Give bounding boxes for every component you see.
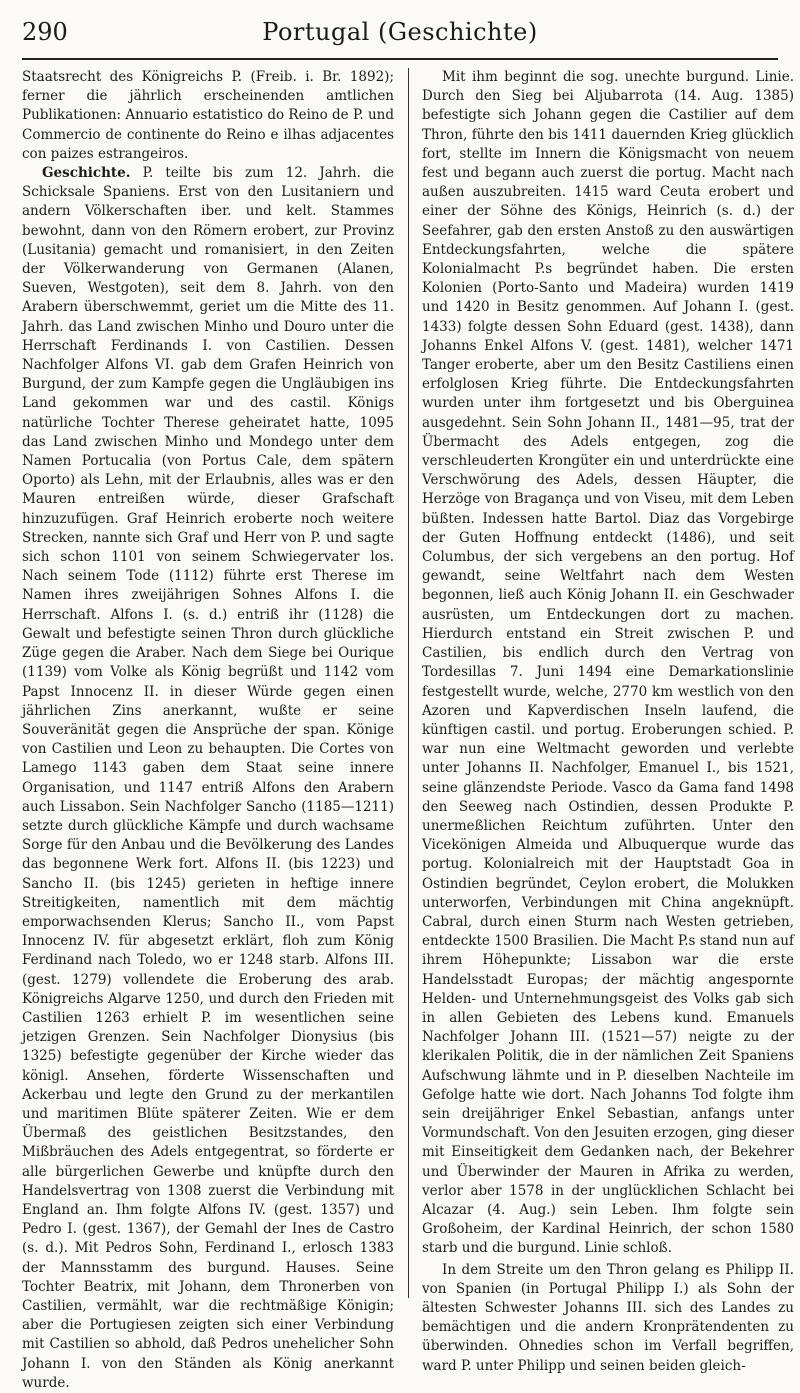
page-header	[22, 14, 778, 50]
left-column	[22, 68, 395, 1391]
section-title: Geschichte.	[42, 165, 131, 182]
header-rule	[22, 58, 778, 60]
history-text: P. teilte bis zum 12. Jahrh. die Schicksale Spaniens. Erst von den Lusitaniern und andern Völkerschaften iber. und kelt. Stammes bewohnt, dann von den Römern erobert, zur Provinz (Lusitania) gemacht und romanisiert, in den Zeiten der Völkerwanderung von Germanen (Alanen, Sueven, Westgoten), seit dem 8. Jahrh. von den Arabern überschwemmt, geriet um die Mitte des 11. Jahrh. das Land zwischen Minho und Douro unter die Herrschaft Ferdinands I. von Castilien. Dessen Nachfolger Alfons VI. gab dem Grafen Heinrich von Burgund, der zum Kampfe gegen die Ungläubigen ins Land gekommen war und des castil. Königs natürliche Tochter Therese geheiratet hatte, 1095 das Land zwischen Minho und Mondego unter dem Namen Portucalia (von Portus Cale, dem spätern Oporto) als Lehn, mit der Erlaubnis, alles was er den Mauren entreißen würde, dieser Grafschaft hinzuzufügen. Graf Heinrich eroberte noch weitere Strecken, nannte sich Graf und Herr von P. und sagte sich schon 1101 von seinem Schwiegervater los. Nach seinem Tode (1112) führte erst Therese im Namen ihres zweijährigen Sohnes Alfons I. die Herrschaft. Alfons I. (s. d.) entriß ihr (1128) die Gewalt und befestigte seinen Thron durch glückliche Züge gegen die Araber. Nach dem Siege bei Ourique (1139) vom Volke als König begrüßt und 1142 vom Papst Innocenz II. in dieser Würde gegen einen jährlichen Zins anerkannt, wußte er seine Souveränität gegen die Ansprüche der span. Könige von Castilien und Leon zu behaupten. Die Cortes von Lamego 1143 gaben dem Staat seine innere Organisation, und 1147 entriß Alfons den Arabern auch Lissabon. Sein Nachfolger Sancho (1185—1211) setzte durch glückliche Kämpfe und durch wachsame Sorge für den Anbau und die Bevölkerung des Landes das begonnene Werk fort. Alfons II. (bis 1223) und Sancho II. (bis 1245) gerieten in heftige innere Streitigkeiten, namentlich mit dem mächtig emporwachsenden Klerus; Sancho II., vom Papst Innocenz IV. für abgesetzt erklärt, floh zum König Ferdinand nach Toledo, wo er 1248 starb. Alfons III. (gest. 1279) vollendete die Eroberung des arab. Königreichs Algarve 1250, und durch den Frieden mit Castilien 1263 erhielt P. im wesentlichen seine jetzigen Grenzen. Sein Nachfolger Dionysius (bis 1325) befestigte gegenüber der Kirche wieder das königl. Ansehen, förderte Wissenschaften und Ackerbau und legte den Grund zu der merkantilen und maritimen Blüte späterer Zeiten. Wie er dem Übermaß des geistlichen Besitzstandes, den Mißbräuchen des Adels entgegentrat, so förderte er alle bürgerlichen Gewerbe und knüpfte durch den Handelsvertrag von 1308 zuerst die Verbindung mit England an. Ihm folgte Alfons IV. (gest. 1357) und Pedro I. (gest. 1367), der Gemahl der Ines de Castro (s. d.). Mit Pedros Sohn, Ferdinand I., erlosch 1383 der Mannsstamm des burgund. Hauses. Seine Tochter Beatrix, mit Johann, dem Thronerben von Castilien, vermählt, war die rechtmäßige Königin; aber die Portugiesen zeigten sich einer Verbindung mit Castilien so abhold, daß Pedros unehelicher Sohn Johann I. von den Ständen als König anerkannt wurde.	[22, 165, 395, 1391]
page-number: 290	[22, 18, 68, 46]
right-column	[422, 68, 794, 1374]
running-head: Portugal (Geschichte)	[262, 18, 538, 46]
spanish-rule-paragraph: In dem Streite um den Thron gelang es Philipp II. von Spanien (in Portugal Philipp I.) als Sohn der ältesten Schwester Johanns III. sich des Landes zu bemächtigen und die andern Kronprätendenten zu überwinden. Ohnedies schon im Verfall begriffen, ward P. unter Philipp und seinen beiden gleich-	[422, 1261, 794, 1374]
intro-paragraph: Staatsrecht des Königreichs P. (Freib. i. Br. 1892); ferner die jährlich erscheinenden amtlichen Publikationen: Annuario estatistico do Reino de P. und Commercio de continente do Reino e ilhas adjacentes con paizes estrangeiros.	[22, 69, 394, 162]
burgundian-line-paragraph: Mit ihm beginnt die sog. unechte burgund. Linie. Durch den Sieg bei Aljubarrota (14. Aug. 1385) befestigte sich Johann gegen die Castilier auf dem Thron, führte den bis 1411 dauernden Krieg glücklich fort, stellte im Innern die Königsmacht von neuem fest und begann auch zuerst die portug. Macht nach außen auszubreiten. 1415 ward Ceuta erobert und einer der Söhne des Königs, Heinrich (s. d.) der Seefahrer, gab den ersten Anstoß zu den auswärtigen Entdeckungsfahrten, welche die spätere Kolonialmacht P.s begründet haben. Die ersten Kolonien (Porto-Santo und Madeira) wurden 1419 und 1420 in Besitz genommen. Auf Johann I. (gest. 1433) folgte dessen Sohn Eduard (gest. 1438), dann Johanns Enkel Alfons V. (gest. 1481), welcher 1471 Tanger eroberte, aber um den Besitz Castiliens einen erfolglosen Krieg führte. Die Entdeckungsfahrten wurden unter ihm fortgesetzt und bis Oberguinea ausgedehnt. Sein Sohn Johann II., 1481—95, trat der Übermacht des Adels entgegen, zog die verschleuderten Krongüter ein und unterdrückte eine Verschwörung des Adels, dessen Häupter, die Herzöge von Bragança und von Viseu, mit dem Leben büßten. Indessen hatte Bartol. Diaz das Vorgebirge der Guten Hoffnung entdeckt (1486), und seit Columbus, der sich vergebens an den portug. Hof gewandt, seine Weltfahrt nach dem Westen begonnen, ließ auch König Johann II. ein Geschwader ausrüsten, um Entdeckungen dort zu machen. Hierdurch entstand ein Streit zwischen P. und Castilien, bis endlich durch den Vertrag von Tordesillas 7. Juni 1494 eine Demarkationslinie festgestellt wurde, welche, 2770 km westlich von den Azoren und Kapverdischen Inseln laufend, die künftigen castil. und portug. Eroberungen schied. P. war nun eine Weltmacht geworden und verlebte unter Johanns II. Nachfolger, Emanuel I., bis 1521, seine glänzendste Periode. Vasco da Gama fand 1498 den Seeweg nach Ostindien, dessen Produkte P. unermeßlichen Reichtum zuführten. Unter den Vicekönigen Almeida und Albuquerque wurde das portug. Kolonialreich mit der Hauptstadt Goa in Ostindien begründet, Ceylon erobert, die Molukken unterworfen, Verbindungen mit China angeknüpft. Cabral, durch einen Sturm nach Westen getrieben, entdeckte 1500 Brasilien. Die Macht P.s stand nun auf ihrem Höhepunkte; Lissabon war die erste Handelsstadt Europas; der mächtig angespornte Helden- und Unternehmungsgeist des Volks gab sich in allen Gebieten des Lebens kund. Emanuels Nachfolger Johann III. (1521—57) neigte zu der klerikalen Politik, die in der nämlichen Zeit Spaniens Aufschwung lähmte und in P. dieselben Nachteile im Gefolge hatte wie dort. Nach Johanns Tod folgte ihm sein dreijähriger Enkel Sebastian, anfangs unter Vormundschaft. Von den Jesuiten erzogen, ging dieser mit Einseitigkeit dem Gedanken nach, der Bekehrer und Überwinder der Mauren in Afrika zu werden, verlor aber 1578 in der unglücklichen Schlacht bei Alcazar (4. Aug.) sein Leben. Ihm folgte sein Großoheim, der Kardinal Heinrich, der schon 1580 starb und die burgund. Linie schloß.	[422, 69, 794, 1257]
column-divider	[408, 68, 409, 1298]
history-paragraph	[22, 164, 394, 1393]
